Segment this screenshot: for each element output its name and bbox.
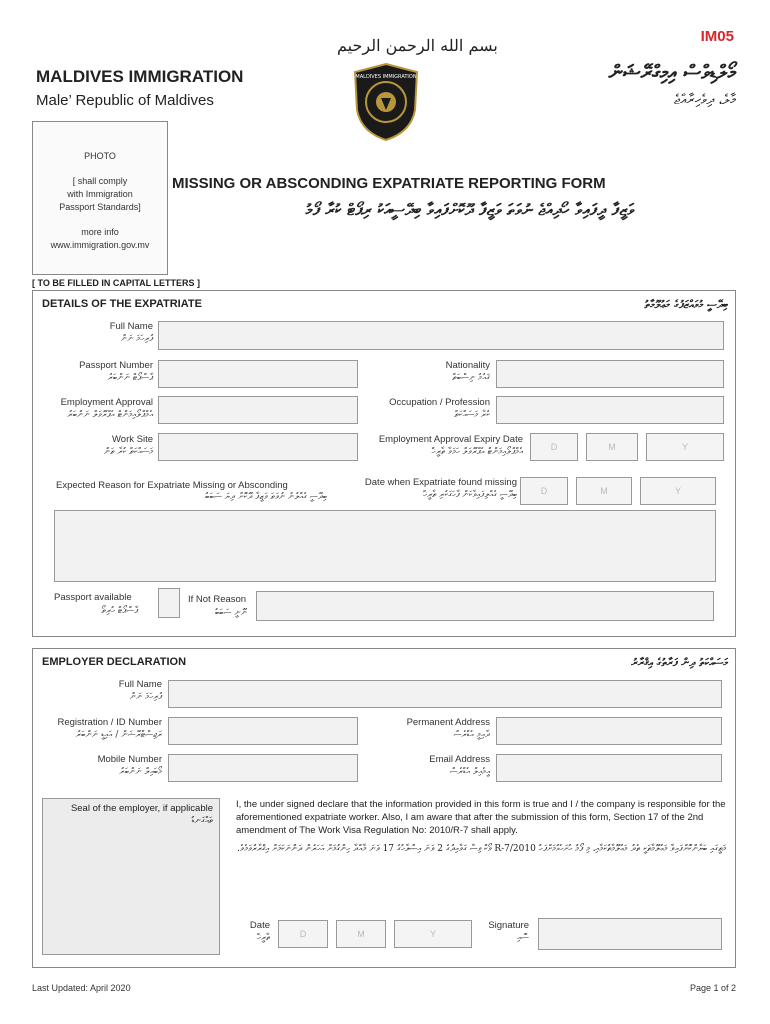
nationality-field[interactable] <box>496 360 724 388</box>
date-missing-label-dhivehi: ބިދޭސީ ގެއްލިފައިވާކަން ފާހަގަކުރި ތާރީޚް <box>422 490 517 500</box>
declaration-english: I, the under signed declare that the information provided in this form is true and I / the company is responsible for the aforementioned expatriate worker. Also, I am aware that after the submission of this form, Section 17 of the 2nd amendment of The Work Visa Regulation No: 2010/R-7 shall apply. <box>236 799 726 836</box>
registration-label-dhivehi: ރަޖިސްޓްރޭޝަން / އައިޑީ ނަންބަރު <box>75 730 162 740</box>
logo-text: MALDIVES IMMIGRATION <box>355 74 417 80</box>
passport-available-label: Passport available <box>54 592 132 603</box>
registration-field[interactable] <box>168 717 358 745</box>
employment-approval-field[interactable] <box>158 396 358 424</box>
last-updated: Last Updated: April 2020 <box>32 983 131 993</box>
photo-more-info: more info <box>81 227 119 237</box>
expiry-year-field[interactable]: Y <box>646 433 724 461</box>
reason-label-dhivehi: ބިދޭސީ ގެއްލުނު ނުވަތަ ވަޒީފާ ދޫކޮށް ދިޔަ ސަބަބު <box>205 492 327 502</box>
nationality-label: Nationality <box>445 360 490 371</box>
full-name-label: Full Name <box>109 321 153 332</box>
occupation-field[interactable] <box>496 396 724 424</box>
employer-full-name-label-dhivehi: ފުރިހަމަ ނަން <box>129 692 162 702</box>
dhivehi-subtitle: މާލެ، ދިވެހިރާއްޖެ <box>673 92 736 108</box>
photo-box[interactable] <box>32 121 168 275</box>
passport-number-label-dhivehi: ޕާސްޕޯޓް ނަންބަރު <box>107 373 153 383</box>
reason-label: Expected Reason for Expatriate Missing or Absconding <box>56 480 288 491</box>
employment-approval-label-dhivehi: އެމްޕްލޯއިމަންޓް އެޕްރޫވަލް ނަންބަރު <box>67 410 153 420</box>
missing-month-field[interactable]: M <box>576 477 632 505</box>
occupation-label-dhivehi: ކުރާ މަސައްކަތް <box>454 410 490 420</box>
form-code: IM05 <box>700 28 734 45</box>
reason-textarea[interactable] <box>54 510 716 582</box>
form-title-dhivehi: ވަޒީފާ ދީފައިވާ ހޯދިއްޖެ ނުވަތަ ވަޒީފާ ދޫކޮށްފައިވާ ބިދޭސީއަކު ރިޕޯޓް ކުރާ ފޯމު <box>305 200 634 219</box>
if-not-reason-label-dhivehi: ނޫނީ ސަބަބު <box>214 608 247 618</box>
expatriate-heading: DETAILS OF THE EXPATRIATE <box>42 298 202 310</box>
expatriate-heading-dhivehi: ބިދޭސީ މުވައްޒަފުގެ މަޢުލޫމާތު <box>644 298 728 311</box>
date-label: Date <box>249 920 270 931</box>
photo-title: PHOTO <box>84 151 116 161</box>
work-site-label: Work Site <box>111 434 153 445</box>
page-number: Page 1 of 2 <box>689 983 736 993</box>
nationality-label-dhivehi: ޤައުމު ނިސްބަތް <box>452 373 490 383</box>
photo-note-2: with Immigration <box>67 189 133 199</box>
passport-available-checkbox[interactable] <box>158 588 180 618</box>
expiry-day-field[interactable]: D <box>530 433 578 461</box>
mobile-number-label: Mobile Number <box>97 754 162 765</box>
date-label-dhivehi: ތާރީޚް <box>256 933 270 943</box>
declaration-day-field[interactable]: D <box>278 920 328 948</box>
page-title: MALDIVES IMMIGRATION <box>36 67 244 86</box>
seal-label: Seal of the employer, if applicable <box>70 803 213 814</box>
expatriate-full-name-field[interactable] <box>158 321 724 350</box>
declaration-dhivehi: މަތީގައި ބަޔާންކޮށްފައިވާ މަޢުލޫމާތަކީ ތެދު މަޢުލޫމާތުކަމާއި، މި ފޯމު ހުށަހެޅުމަށްފަހު 2010/R-7 ވޯކް ވިސާ ގަވާއިދުގެ 2 ވަނަ އިޞްލާހުގެ 17 ވަނަ މާއްދާ ހިންގުމަށް އަހަރެން ދަންނަކަމަށް އިޤްރާރުވަމެވެ. <box>236 844 726 854</box>
employer-seal-box[interactable] <box>42 798 220 955</box>
email-address-field[interactable] <box>496 754 722 782</box>
signature-label-dhivehi: ސޮއި <box>516 933 529 943</box>
registration-label: Registration / ID Number <box>57 717 162 728</box>
email-address-label-dhivehi: އީމެއިލް އެޑްރެސް <box>449 767 490 777</box>
expiry-month-field[interactable]: M <box>586 433 638 461</box>
immigration-logo-icon <box>351 62 421 142</box>
email-address-label: Email Address <box>429 754 490 765</box>
passport-number-label: Passport Number <box>79 360 153 371</box>
permanent-address-field[interactable] <box>496 717 722 745</box>
page-subtitle: Male’ Republic of Maldives <box>36 92 214 109</box>
photo-note-1: [ shall comply <box>72 176 128 186</box>
passport-number-field[interactable] <box>158 360 358 388</box>
bismillah-calligraphy: بسم الله الرحمن الرحيم <box>337 36 498 55</box>
if-not-reason-field[interactable] <box>256 591 714 621</box>
mobile-number-field[interactable] <box>168 754 358 782</box>
photo-url: www.immigration.gov.mv <box>50 240 150 250</box>
dhivehi-title: މޯލްޑިވްސް އިމިގްރޭޝަން <box>608 60 736 84</box>
employment-approval-label: Employment Approval <box>60 397 153 408</box>
permanent-address-label-dhivehi: ދާއިމީ އެޑްރެސް <box>453 730 490 740</box>
date-missing-label: Date when Expatriate found missing <box>364 477 517 488</box>
occupation-label: Occupation / Profession <box>389 397 490 408</box>
full-name-label-dhivehi: ފުރިހަމަ ނަން <box>120 334 153 344</box>
mobile-number-label-dhivehi: މޯބައިލް ނަންބަރު <box>119 767 162 777</box>
signature-label: Signature <box>488 920 529 931</box>
approval-expiry-label: Employment Approval Expiry Date <box>378 434 523 445</box>
passport-available-label-dhivehi: ޕާސްޕޯޓް ހުރިތޯ <box>101 606 138 616</box>
photo-note-3: Passport Standards] <box>59 202 141 212</box>
if-not-reason-label: If Not Reason <box>188 594 247 605</box>
declaration-month-field[interactable]: M <box>336 920 386 948</box>
permanent-address-label: Permanent Address <box>406 717 490 728</box>
missing-day-field[interactable]: D <box>520 477 568 505</box>
work-site-label-dhivehi: މަސައްކަތް ކުރާ ތަން <box>103 447 153 457</box>
work-site-field[interactable] <box>158 433 358 461</box>
declaration-year-field[interactable]: Y <box>394 920 472 948</box>
employer-full-name-label: Full Name <box>118 679 162 690</box>
employer-heading-dhivehi: މަސައްކަތު ދިން ފަރާތުގެ އިޤްރާރު <box>631 656 728 669</box>
employer-heading: EMPLOYER DECLARATION <box>42 656 187 668</box>
employer-full-name-field[interactable] <box>168 680 722 708</box>
seal-label-dhivehi: ތައްގަނޑު <box>191 816 213 826</box>
approval-expiry-label-dhivehi: އެމްޕްލޯއިމަންޓް އެޕްރޫވަލް ހަމަވާ ތާރީޚް <box>431 447 523 457</box>
capital-letters-note: [ TO BE FILLED IN CAPITAL LETTERS ] <box>32 278 200 288</box>
signature-field[interactable] <box>538 918 722 950</box>
missing-year-field[interactable]: Y <box>640 477 716 505</box>
form-title: MISSING OR ABSCONDING EXPATRIATE REPORTING FORM <box>172 175 606 192</box>
